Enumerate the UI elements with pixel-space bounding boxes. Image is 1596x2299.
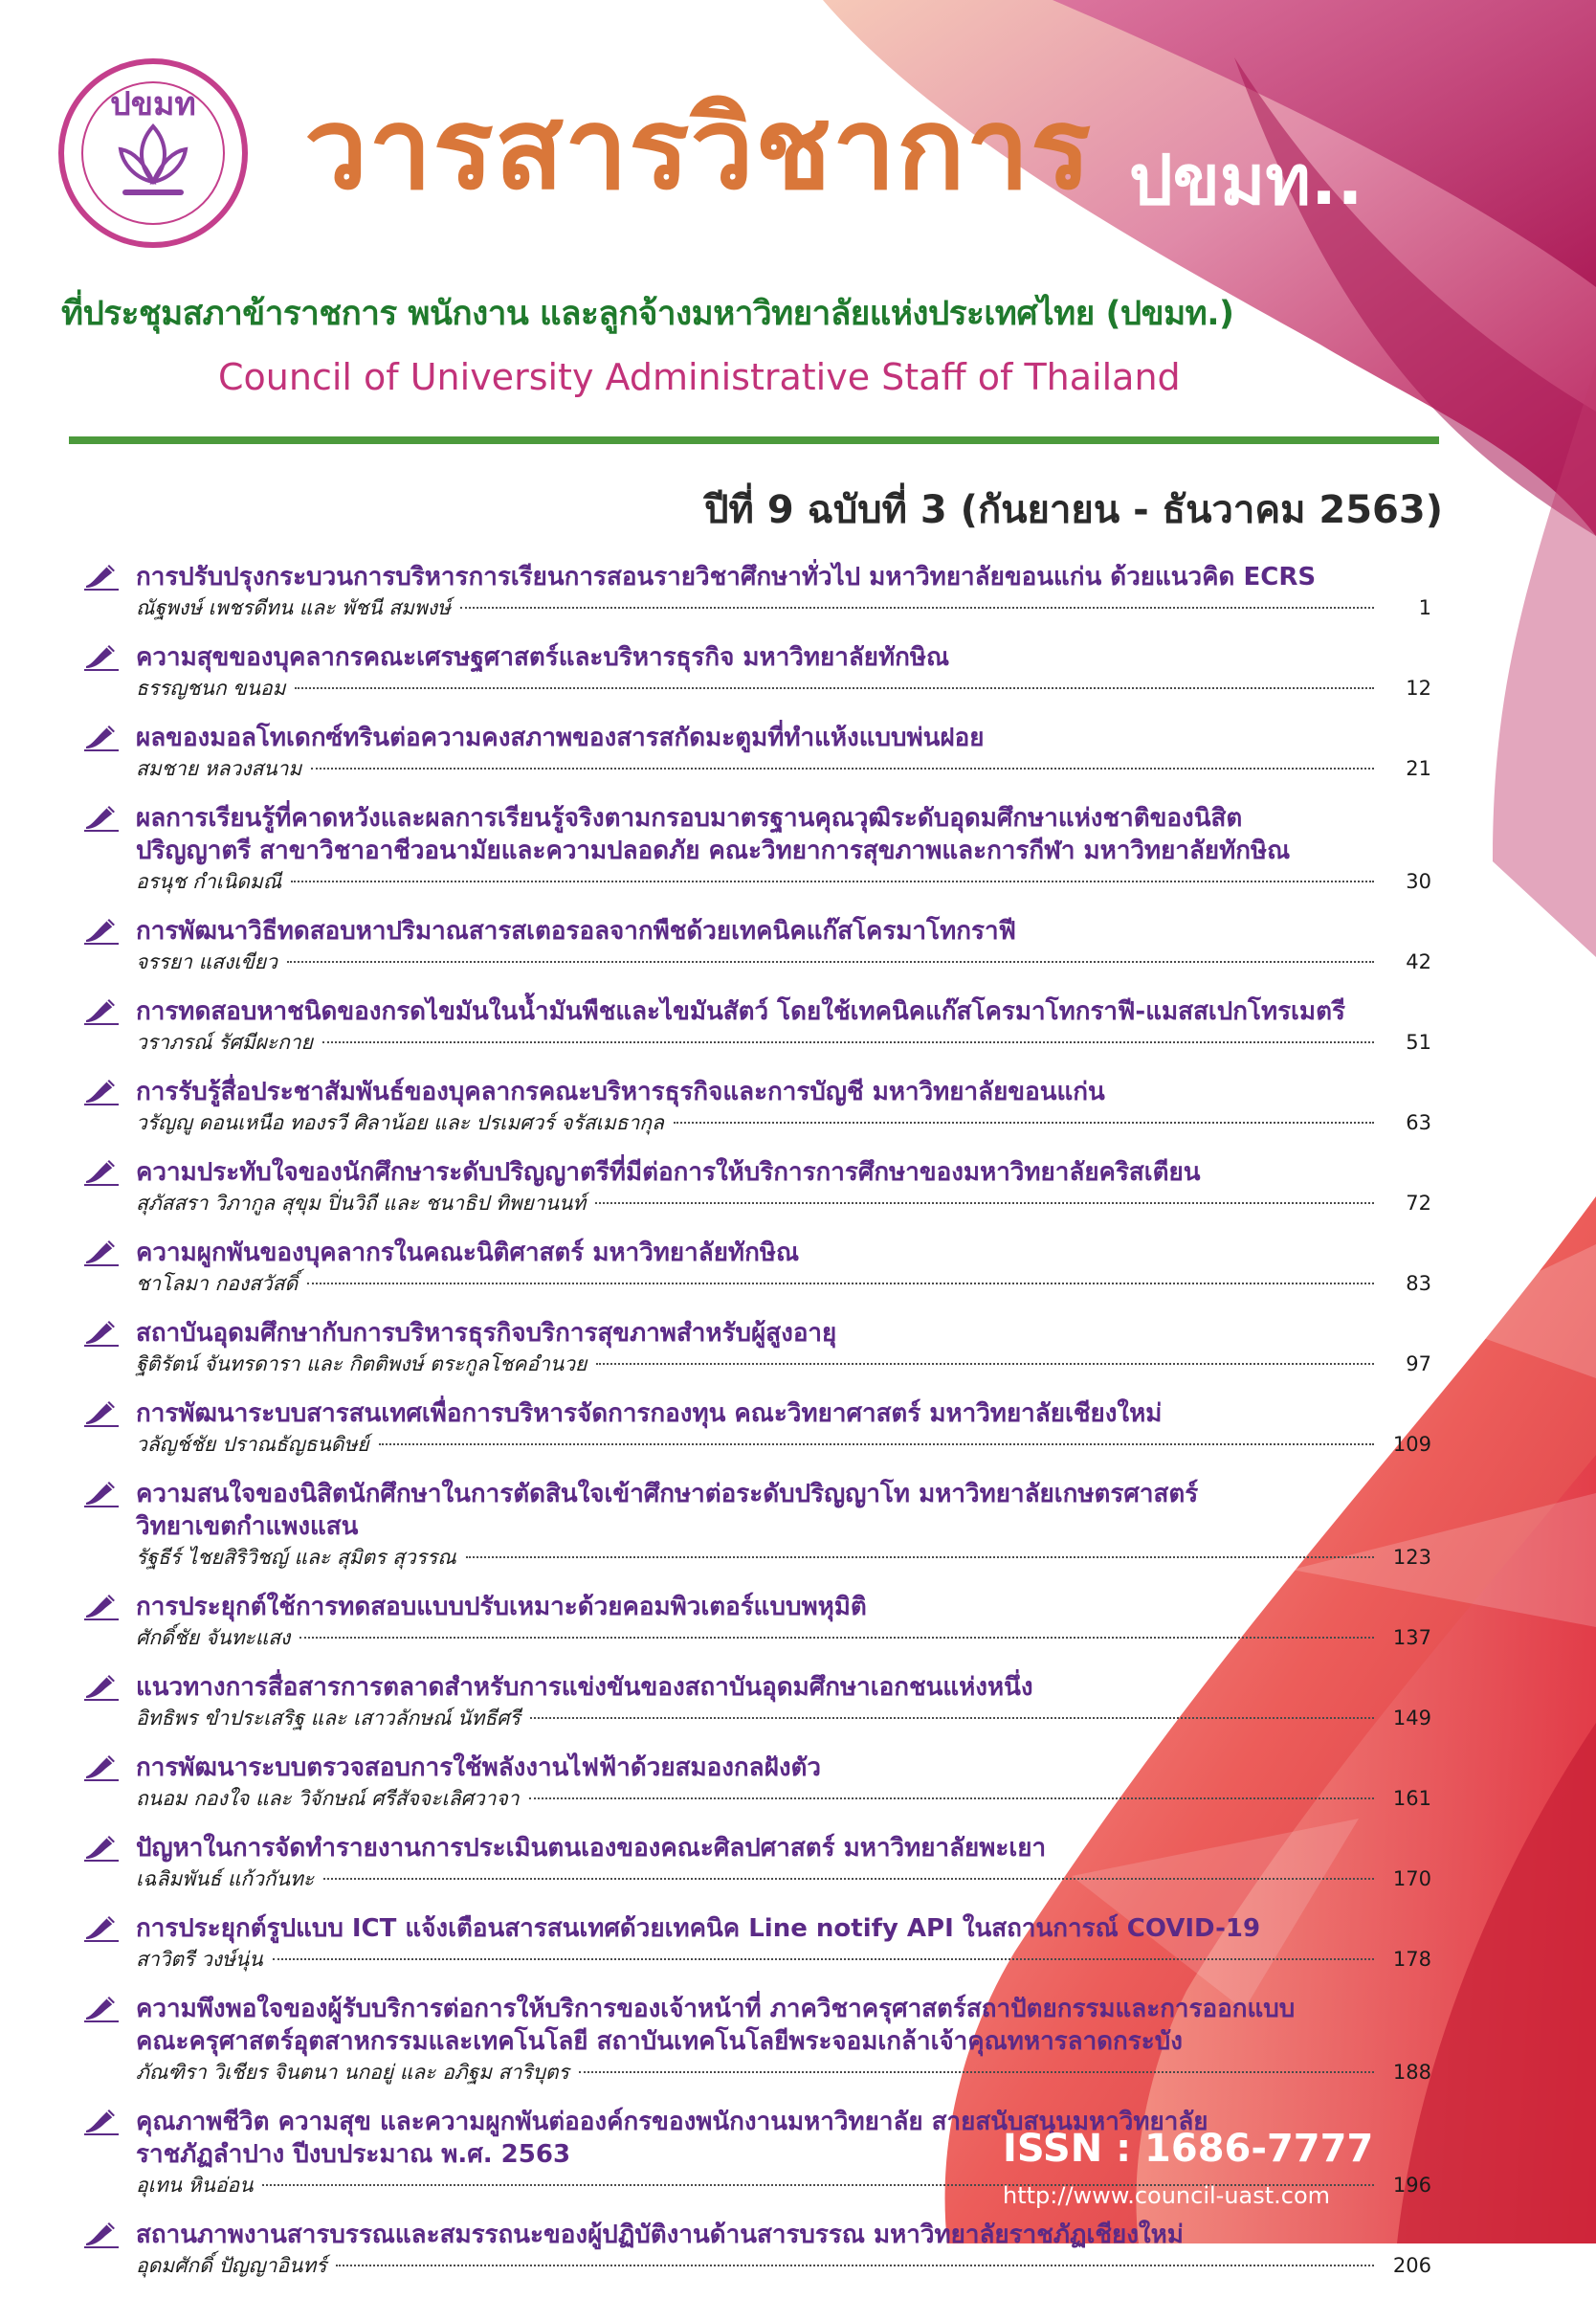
article-byline (136, 1430, 1431, 1459)
page-number: 196 (1392, 2174, 1431, 2197)
article-title-line: การปรับปรุงกระบวนการบริหารการเรียนการสอนรายวิชาศึกษาทั่วไป มหาวิทยาลัยขอนแก่น ด้วยแนวคิด ECRS (136, 563, 1317, 591)
article-title-line: ผลการเรียนรู้ที่คาดหวังและผลการเรียนรู้จริงตามกรอบมาตรฐานคุณวุฒิระดับอุดมศึกษาแห่งชาติของนิสิต (136, 804, 1243, 833)
article-title-line: การรับรู้สื่อประชาสัมพันธ์ของบุคลากรคณะบริหารธุรกิจและการบัญชี มหาวิทยาลัยขอนแก่น (136, 1078, 1105, 1106)
article-authors: อรนุช กำเนิดมณี (136, 870, 282, 893)
article-title-line: การประยุกต์รูปแบบ ICT แจ้งเตือนสารสนเทศด้วยเทคนิค Line notify API ในสถานการณ์ COVID-19 (136, 1914, 1261, 1943)
page-number: 1 (1418, 596, 1431, 619)
article-authors: ฐิติรัตน์ จันทรดารา และ กิตติพงษ์ ตระกูลโชคอำนวย (136, 1352, 587, 1375)
page-number: 123 (1392, 1546, 1431, 1569)
page-number: 170 (1392, 1867, 1431, 1890)
article-byline (136, 867, 1431, 896)
writing-hand-icon (82, 804, 121, 833)
article-authors: วราภรณ์ รัศมีผะกาย (136, 1031, 313, 1054)
article-title-line: ผลของมอลโทเดกซ์ทรินต่อความคงสภาพของสารสกัดมะตูมที่ทำแห้งแบบพ่นฝอย (136, 724, 985, 752)
toc-entry (73, 1478, 1431, 1572)
writing-hand-icon (82, 2108, 121, 2136)
toc-entry (73, 1076, 1431, 1137)
article-title-line: คณะครุศาสตร์อุตสาหกรรมและเทคโนโลยี สถาบันเทคโนโลยีพระจอมเกล้าเจ้าคุณทหารลาดกระบัง (136, 2027, 1183, 2056)
article-title (136, 1752, 1431, 1784)
article-title-line: สถาบันอุดมศึกษากับการบริหารธุรกิจบริการสุขภาพสำหรับผู้สูงอายุ (136, 1319, 837, 1348)
writing-hand-icon (82, 563, 121, 591)
dot-leader (273, 1958, 1374, 1960)
article-byline (136, 1189, 1431, 1217)
writing-hand-icon (82, 1995, 121, 2023)
writing-hand-icon (82, 1753, 121, 1782)
article-title-line: คุณภาพชีวิต ความสุข และความผูกพันต่อองค์กรของพนักงานมหาวิทยาลัย สายสนับสนุนมหาวิทยาลัย (136, 2108, 1208, 2136)
page-number: 83 (1406, 1272, 1431, 1295)
article-title (136, 1156, 1431, 1189)
article-byline (136, 593, 1431, 622)
article-byline (136, 1350, 1431, 1378)
toc-entry (73, 995, 1431, 1057)
page-number: 109 (1392, 1433, 1431, 1456)
article-title (136, 1397, 1431, 1430)
page-number: 97 (1406, 1352, 1431, 1375)
page-number: 51 (1406, 1031, 1431, 1054)
writing-hand-icon (82, 1914, 121, 1943)
article-title-line: ความสนใจของนิสิตนักศึกษาในการตัดสินใจเข้าศึกษาต่อระดับปริญญาโท มหาวิทยาลัยเกษตรศาสตร์ (136, 1480, 1199, 1508)
article-byline (136, 1784, 1431, 1813)
article-title-line: สถานภาพงานสารบรรณและสมรรถนะของผู้ปฏิบัติงานด้านสารบรรณ มหาวิทยาลัยราชภัฏเชียงใหม่ (136, 2221, 1184, 2249)
toc-entry (73, 2219, 1431, 2280)
toc-entry (73, 1752, 1431, 1813)
table-of-contents (73, 561, 1431, 2299)
page-number: 63 (1406, 1111, 1431, 1134)
article-title (136, 1237, 1431, 1269)
article-title (136, 1832, 1431, 1864)
writing-hand-icon (82, 1834, 121, 1863)
article-authors: ศักดิ์ชัย จันทะแสง (136, 1626, 291, 1649)
header-divider (69, 436, 1439, 444)
article-authors: อุเทน หินอ่อน (136, 2174, 254, 2197)
organization-name-english: Council of University Administrative Staff of Thailand (218, 356, 1181, 398)
svg-text:ปขมท: ปขมท (110, 85, 196, 123)
article-byline (136, 754, 1431, 783)
page-number: 161 (1392, 1787, 1431, 1810)
toc-entry (73, 561, 1431, 622)
dot-leader (595, 1202, 1374, 1204)
dot-leader (674, 1122, 1374, 1124)
article-byline (136, 674, 1431, 703)
article-title (136, 1671, 1431, 1704)
article-authors: เฉลิมพันธ์ แก้วกันทะ (136, 1867, 315, 1890)
article-authors: รัฐธีร์ ไชยสิริวิชญ์ และ สุมิตร สุวรรณ (136, 1546, 456, 1569)
writing-hand-icon (82, 1593, 121, 1621)
writing-hand-icon (82, 1673, 121, 1702)
article-title-line: ปัญหาในการจัดทำรายงานการประเมินตนเองของคณะศิลปศาสตร์ มหาวิทยาลัยพะเยา (136, 1834, 1047, 1863)
dot-leader (336, 2265, 1374, 2266)
article-title (136, 1478, 1431, 1543)
article-authors: วลัญช์ชัย ปราณธัญธนดิษย์ (136, 1433, 369, 1456)
article-title (136, 915, 1431, 948)
article-title-line: ความพึงพอใจของผู้รับบริการต่อการให้บริการของเจ้าหน้าที่ ภาควิชาครุศาสตร์สถาปัตยกรรมและการออกแบบ (136, 1995, 1296, 2023)
website-url: http://www.council-uast.com (1003, 2182, 1331, 2209)
page-number: 188 (1392, 2061, 1431, 2084)
dot-leader (291, 881, 1374, 882)
article-title (136, 722, 1431, 754)
article-title-line: การทดสอบหาชนิดของกรดไขมันในน้ำมันพืชและไขมันสัตว์ โดยใช้เทคนิคแก๊สโครมาโทกราฟี-แมสสเปกโทรเมตรี (136, 997, 1345, 1026)
article-byline (136, 1028, 1431, 1057)
page-number: 42 (1406, 950, 1431, 973)
dot-leader (322, 1041, 1374, 1043)
organization-name-thai: ที่ประชุมสภาข้าราชการ พนักงาน และลูกจ้างมหาวิทยาลัยแห่งประเทศไทย (ปขมท.) (61, 295, 1234, 333)
page-number: 12 (1406, 677, 1431, 700)
toc-entry (73, 722, 1431, 783)
article-authors: จรรยา แสงเขียว (136, 950, 277, 973)
toc-entry (73, 1237, 1431, 1298)
writing-hand-icon (82, 1319, 121, 1348)
writing-hand-icon (82, 1399, 121, 1428)
writing-hand-icon (82, 1158, 121, 1187)
article-byline (136, 2058, 1431, 2087)
writing-hand-icon (82, 1078, 121, 1106)
issn: ISSN : 1686-7777 (1003, 2127, 1374, 2171)
article-title (136, 1993, 1431, 2058)
council-logo (55, 56, 251, 251)
article-byline (136, 1945, 1431, 1974)
article-title-line: การพัฒนาระบบตรวจสอบการใช้พลังงานไฟฟ้าด้วยสมองกลฝังตัว (136, 1753, 822, 1782)
page-number: 178 (1392, 1948, 1431, 1971)
article-byline (136, 1108, 1431, 1137)
journal-title: วารสารวิชาการ (304, 82, 1093, 214)
writing-hand-icon (82, 917, 121, 946)
dot-leader (466, 1556, 1374, 1558)
page-number: 72 (1406, 1192, 1431, 1215)
article-byline (136, 2251, 1431, 2280)
article-authors: อุดมศักดิ์ ปัญญาอินทร์ (136, 2254, 327, 2277)
page-number: 137 (1392, 1626, 1431, 1649)
dot-leader (596, 1363, 1374, 1365)
article-title (136, 1912, 1431, 1945)
article-title-line: ความสุขของบุคลากรคณะเศรษฐศาสตร์และบริหารธุรกิจ มหาวิทยาลัยทักษิณ (136, 643, 950, 672)
toc-entry (73, 1397, 1431, 1459)
article-title-line: แนวทางการสื่อสารการตลาดสำหรับการแข่งขันของสถาบันอุดมศึกษาเอกชนแห่งหนึ่ง (136, 1673, 1033, 1702)
writing-hand-icon (82, 2221, 121, 2249)
article-title (136, 1317, 1431, 1350)
writing-hand-icon (82, 997, 121, 1026)
article-title (136, 641, 1431, 674)
article-title-line: ราชภัฏลำปาง ปีงบประมาณ พ.ศ. 2563 (136, 2140, 571, 2169)
toc-entry (73, 1317, 1431, 1378)
page-number: 21 (1406, 757, 1431, 780)
article-title (136, 561, 1431, 593)
writing-hand-icon (82, 724, 121, 752)
article-title-line: วิทยาเขตกำแพงแสน (136, 1512, 359, 1541)
article-byline (136, 1543, 1431, 1572)
page-number: 149 (1392, 1707, 1431, 1730)
article-title-line: การประยุกต์ใช้การทดสอบแบบปรับเหมาะด้วยคอมพิวเตอร์แบบพหุมิติ (136, 1593, 867, 1621)
article-title-line: ปริญญาตรี สาขาวิชาอาชีวอนามัยและความปลอดภัย คณะวิทยาการสุขภาพและการกีฬา มหาวิทยาลัยทักษิณ (136, 837, 1291, 865)
toc-entry (73, 1671, 1431, 1732)
page-number: 30 (1406, 870, 1431, 893)
article-title-line: การพัฒนาระบบสารสนเทศเพื่อการบริหารจัดการกองทุน คณะวิทยาศาสตร์ มหาวิทยาลัยเชียงใหม่ (136, 1399, 1163, 1428)
article-authors: วรัญญู ดอนเหนือ ทองรวี ศิลาน้อย และ ปรเมศวร์ จรัสเมธากุล (136, 1111, 664, 1134)
dot-leader (529, 1797, 1374, 1799)
article-authors: สมชาย หลวงสนาม (136, 757, 302, 780)
writing-hand-icon (82, 1239, 121, 1267)
toc-entry (73, 1591, 1431, 1652)
article-byline (136, 948, 1431, 976)
article-authors: ธรรญชนก ขนอม (136, 677, 286, 700)
article-authors: สาวิตรี วงษ์นุ่น (136, 1948, 263, 1971)
article-title (136, 1591, 1431, 1623)
toc-entry (73, 1993, 1431, 2087)
article-authors: อิทธิพร ขำประเสริฐ และ เสาวลักษณ์ นัทธีศรี (136, 1707, 521, 1730)
dot-leader (460, 607, 1374, 609)
toc-entry (73, 1832, 1431, 1893)
page-number: 206 (1392, 2254, 1431, 2277)
dot-leader (307, 1283, 1374, 1284)
dot-leader (287, 961, 1374, 963)
toc-entry (73, 641, 1431, 703)
dot-leader (579, 2071, 1374, 2073)
article-byline (136, 1269, 1431, 1298)
article-authors: ถนอม กองใจ และ วิจักษณ์ ศรีสัจจะเลิศวาจา (136, 1787, 520, 1810)
article-byline (136, 1704, 1431, 1732)
dot-leader (295, 687, 1374, 689)
dot-leader (379, 1443, 1374, 1445)
journal-title-abbreviation: ปขมท.. (1129, 140, 1363, 220)
article-authors: ภัณฑิรา วิเชียร จินตนา นกอยู่ และ อภิฐม สาริบุตร (136, 2061, 569, 2084)
article-title (136, 1076, 1431, 1108)
dot-leader (323, 1878, 1374, 1880)
article-byline (136, 1623, 1431, 1652)
article-title (136, 802, 1431, 867)
dot-leader (311, 768, 1374, 770)
article-authors: ณัฐพงษ์ เพชรดีทน และ พัชนี สมพงษ์ (136, 596, 451, 619)
toc-entry (73, 1156, 1431, 1217)
issue-info: ปีที่ 9 ฉบับที่ 3 (กันยายน - ธันวาคม 2563) (704, 488, 1443, 532)
article-title-line: การพัฒนาวิธีทดสอบหาปริมาณสารสเตอรอลจากพืชด้วยเทคนิคแก๊สโครมาโทกราฟี (136, 917, 1016, 946)
article-title (136, 995, 1431, 1028)
article-title-line: ความผูกพันของบุคลากรในคณะนิติศาสตร์ มหาวิทยาลัยทักษิณ (136, 1239, 800, 1267)
article-authors: สุภัสสรา วิภากูล สุขุม ปิ่นวิถี และ ชนาธิป ทิพยานนท์ (136, 1192, 587, 1215)
article-authors: ชาโลมา กองสวัสดิ์ (136, 1272, 299, 1295)
writing-hand-icon (82, 1480, 121, 1508)
writing-hand-icon (82, 643, 121, 672)
toc-entry (73, 915, 1431, 976)
article-title (136, 2219, 1431, 2251)
article-title-line: ความประทับใจของนักศึกษาระดับปริญญาตรีที่มีต่อการให้บริการการศึกษาของมหาวิทยาลัยคริสเตียน (136, 1158, 1201, 1187)
toc-entry (73, 1912, 1431, 1974)
toc-entry (73, 802, 1431, 896)
dot-leader (530, 1717, 1374, 1719)
dot-leader (299, 1637, 1374, 1639)
article-byline (136, 1864, 1431, 1893)
